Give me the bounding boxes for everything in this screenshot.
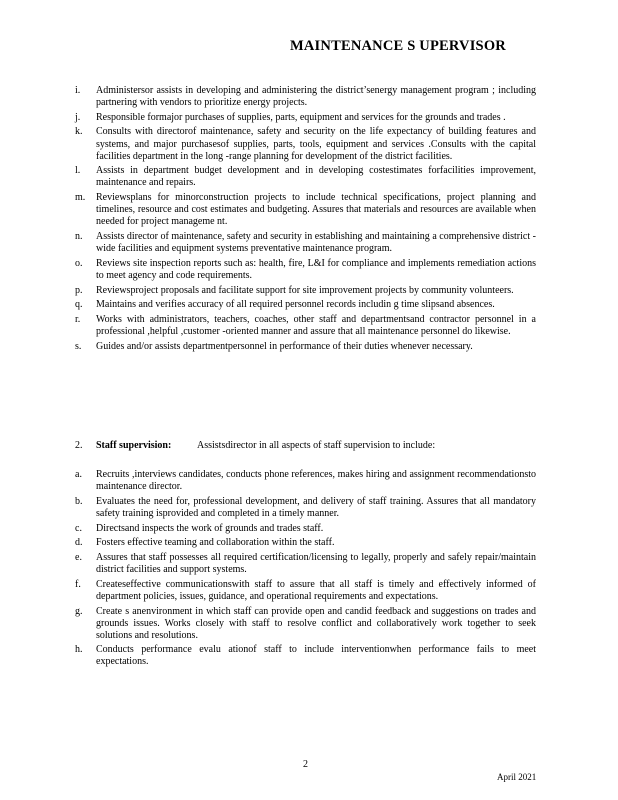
revision-date: April 2021 <box>497 772 537 782</box>
list-item <box>0 314 618 338</box>
list-marker: r. <box>75 313 81 325</box>
list-item-text: Reviews site inspection reports such as: health, fire, L&I for compliance and implements remediation actions to meet agency and code requirements. <box>96 257 536 281</box>
list-marker: p. <box>75 284 83 296</box>
list-item <box>0 285 618 297</box>
list-item <box>0 644 618 668</box>
list-marker: q. <box>75 299 83 311</box>
list-item-text: Guides and/or assists departmentpersonnel in performance of their duties whenever necessary. <box>96 340 473 352</box>
list-item-text: Assists in department budget development and in developing costestimates forfacilities improvement, maintenance and repairs. <box>96 165 536 189</box>
list-item <box>0 165 618 189</box>
list-marker: i. <box>75 85 81 96</box>
list-item-text: Assists director of maintenance, safety and security in establishing and maintaining a comprehensive district -wide facilities and equipment systems preventative maintenance program. <box>96 231 536 255</box>
list-marker: a. <box>75 469 82 480</box>
list-marker: o. <box>75 257 83 269</box>
list-item-text: Conducts performance evalu ationof staff to include interventionwhen performance fails to meet expectations. <box>96 644 536 668</box>
list-item-text: Maintains and verifies accuracy of all required personnel records includin g time slipsand absences. <box>96 299 495 311</box>
supervision-list <box>0 469 618 671</box>
list-item <box>0 537 618 549</box>
list-marker: k. <box>75 126 83 138</box>
list-item <box>0 192 618 228</box>
page-number: 2 <box>303 759 308 770</box>
list-item-text: Administersor assists in developing and administering the district’senergy management program ; including partnering with vendors to prioritize energy projects. <box>96 85 536 109</box>
list-marker: f. <box>75 578 81 590</box>
list-item <box>0 341 618 353</box>
list-item-text: Directsand inspects the work of grounds and trades staff. <box>96 522 324 534</box>
section-title: Staff supervision: <box>96 440 172 451</box>
list-item <box>0 126 618 162</box>
list-item-text: Consults with directorof maintenance, safety and security on the life expectancy of building features and systems, and major purchasesof supplies, parts, tools, equipment and services .Consults with the capital facilities department in the long -range planning for development of the district facilities. <box>96 126 536 162</box>
list-item <box>0 231 618 255</box>
page-title: MAINTENANCE S UPERVISOR <box>290 38 506 54</box>
list-item <box>0 258 618 282</box>
list-marker: h. <box>75 644 83 656</box>
list-marker: n. <box>75 231 83 242</box>
list-item-text: Create s anenvironment in which staff can provide open and candid feedback and suggestions on trades and grounds issues. Works closely with staff to resolve conflict and collaboratively work together to seek solutions and resolutions. <box>96 605 536 641</box>
list-item-text: Reviewsplans for minorconstruction projects to include technical specifications, project planning and timelines, resource and cost estimates and budgeting. Assures that materials and resources are available when needed for project manageme nt. <box>96 192 536 228</box>
list-marker: j. <box>75 111 81 123</box>
list-marker: c. <box>75 522 82 534</box>
list-item <box>0 469 618 493</box>
list-item-text: Recruits ,interviews candidates, conducts phone references, makes hiring and assignment recommendationsto maintenance director. <box>96 469 536 493</box>
list-item <box>0 552 618 576</box>
list-marker: l. <box>75 165 81 177</box>
list-item <box>0 299 618 311</box>
list-item-text: Assures that staff possesses all required certification/licensing to legally, properly and safely repair/maintain district facilities and support systems. <box>96 551 536 576</box>
list-marker: m. <box>75 192 86 204</box>
list-marker: g. <box>75 605 83 617</box>
list-item-text: Responsible formajor purchases of supplies, parts, equipment and services for the grounds and trades . <box>96 111 506 123</box>
duties-list-continued <box>0 85 618 355</box>
list-item <box>0 496 618 520</box>
list-marker: e. <box>75 551 82 563</box>
list-item <box>0 85 618 109</box>
list-item-text: Createseffective communicationswith staff to assure that all staff is timely and effectively informed of department policies, issues, guidance, and operational requirements and expectations. <box>96 578 536 602</box>
list-item <box>0 112 618 124</box>
list-item <box>0 579 618 603</box>
list-item <box>0 606 618 642</box>
list-item <box>0 523 618 535</box>
list-item-text: Evaluates the need for, professional development, and delivery of staff training. Assures that all mandatory safety training isprovided and completed in a timely manner. <box>96 495 536 519</box>
list-item-text: Works with administrators, teachers, coaches, other staff and departmentsand contractor personnel in a professional ,helpful ,customer -oriented manner and assure that all maintenance personnel do likewise. <box>96 313 536 338</box>
list-marker: s. <box>75 340 82 352</box>
section-number: 2. <box>75 440 83 451</box>
list-item-text: Fosters effective teaming and collaboration within the staff. <box>96 537 335 549</box>
list-item-text: Reviewsproject proposals and facilitate support for site improvement projects by community volunteers. <box>96 284 514 296</box>
section-intro: Assistsdirector in all aspects of staff supervision to include: <box>197 440 436 451</box>
list-marker: d. <box>75 537 83 549</box>
list-marker: b. <box>75 495 83 507</box>
